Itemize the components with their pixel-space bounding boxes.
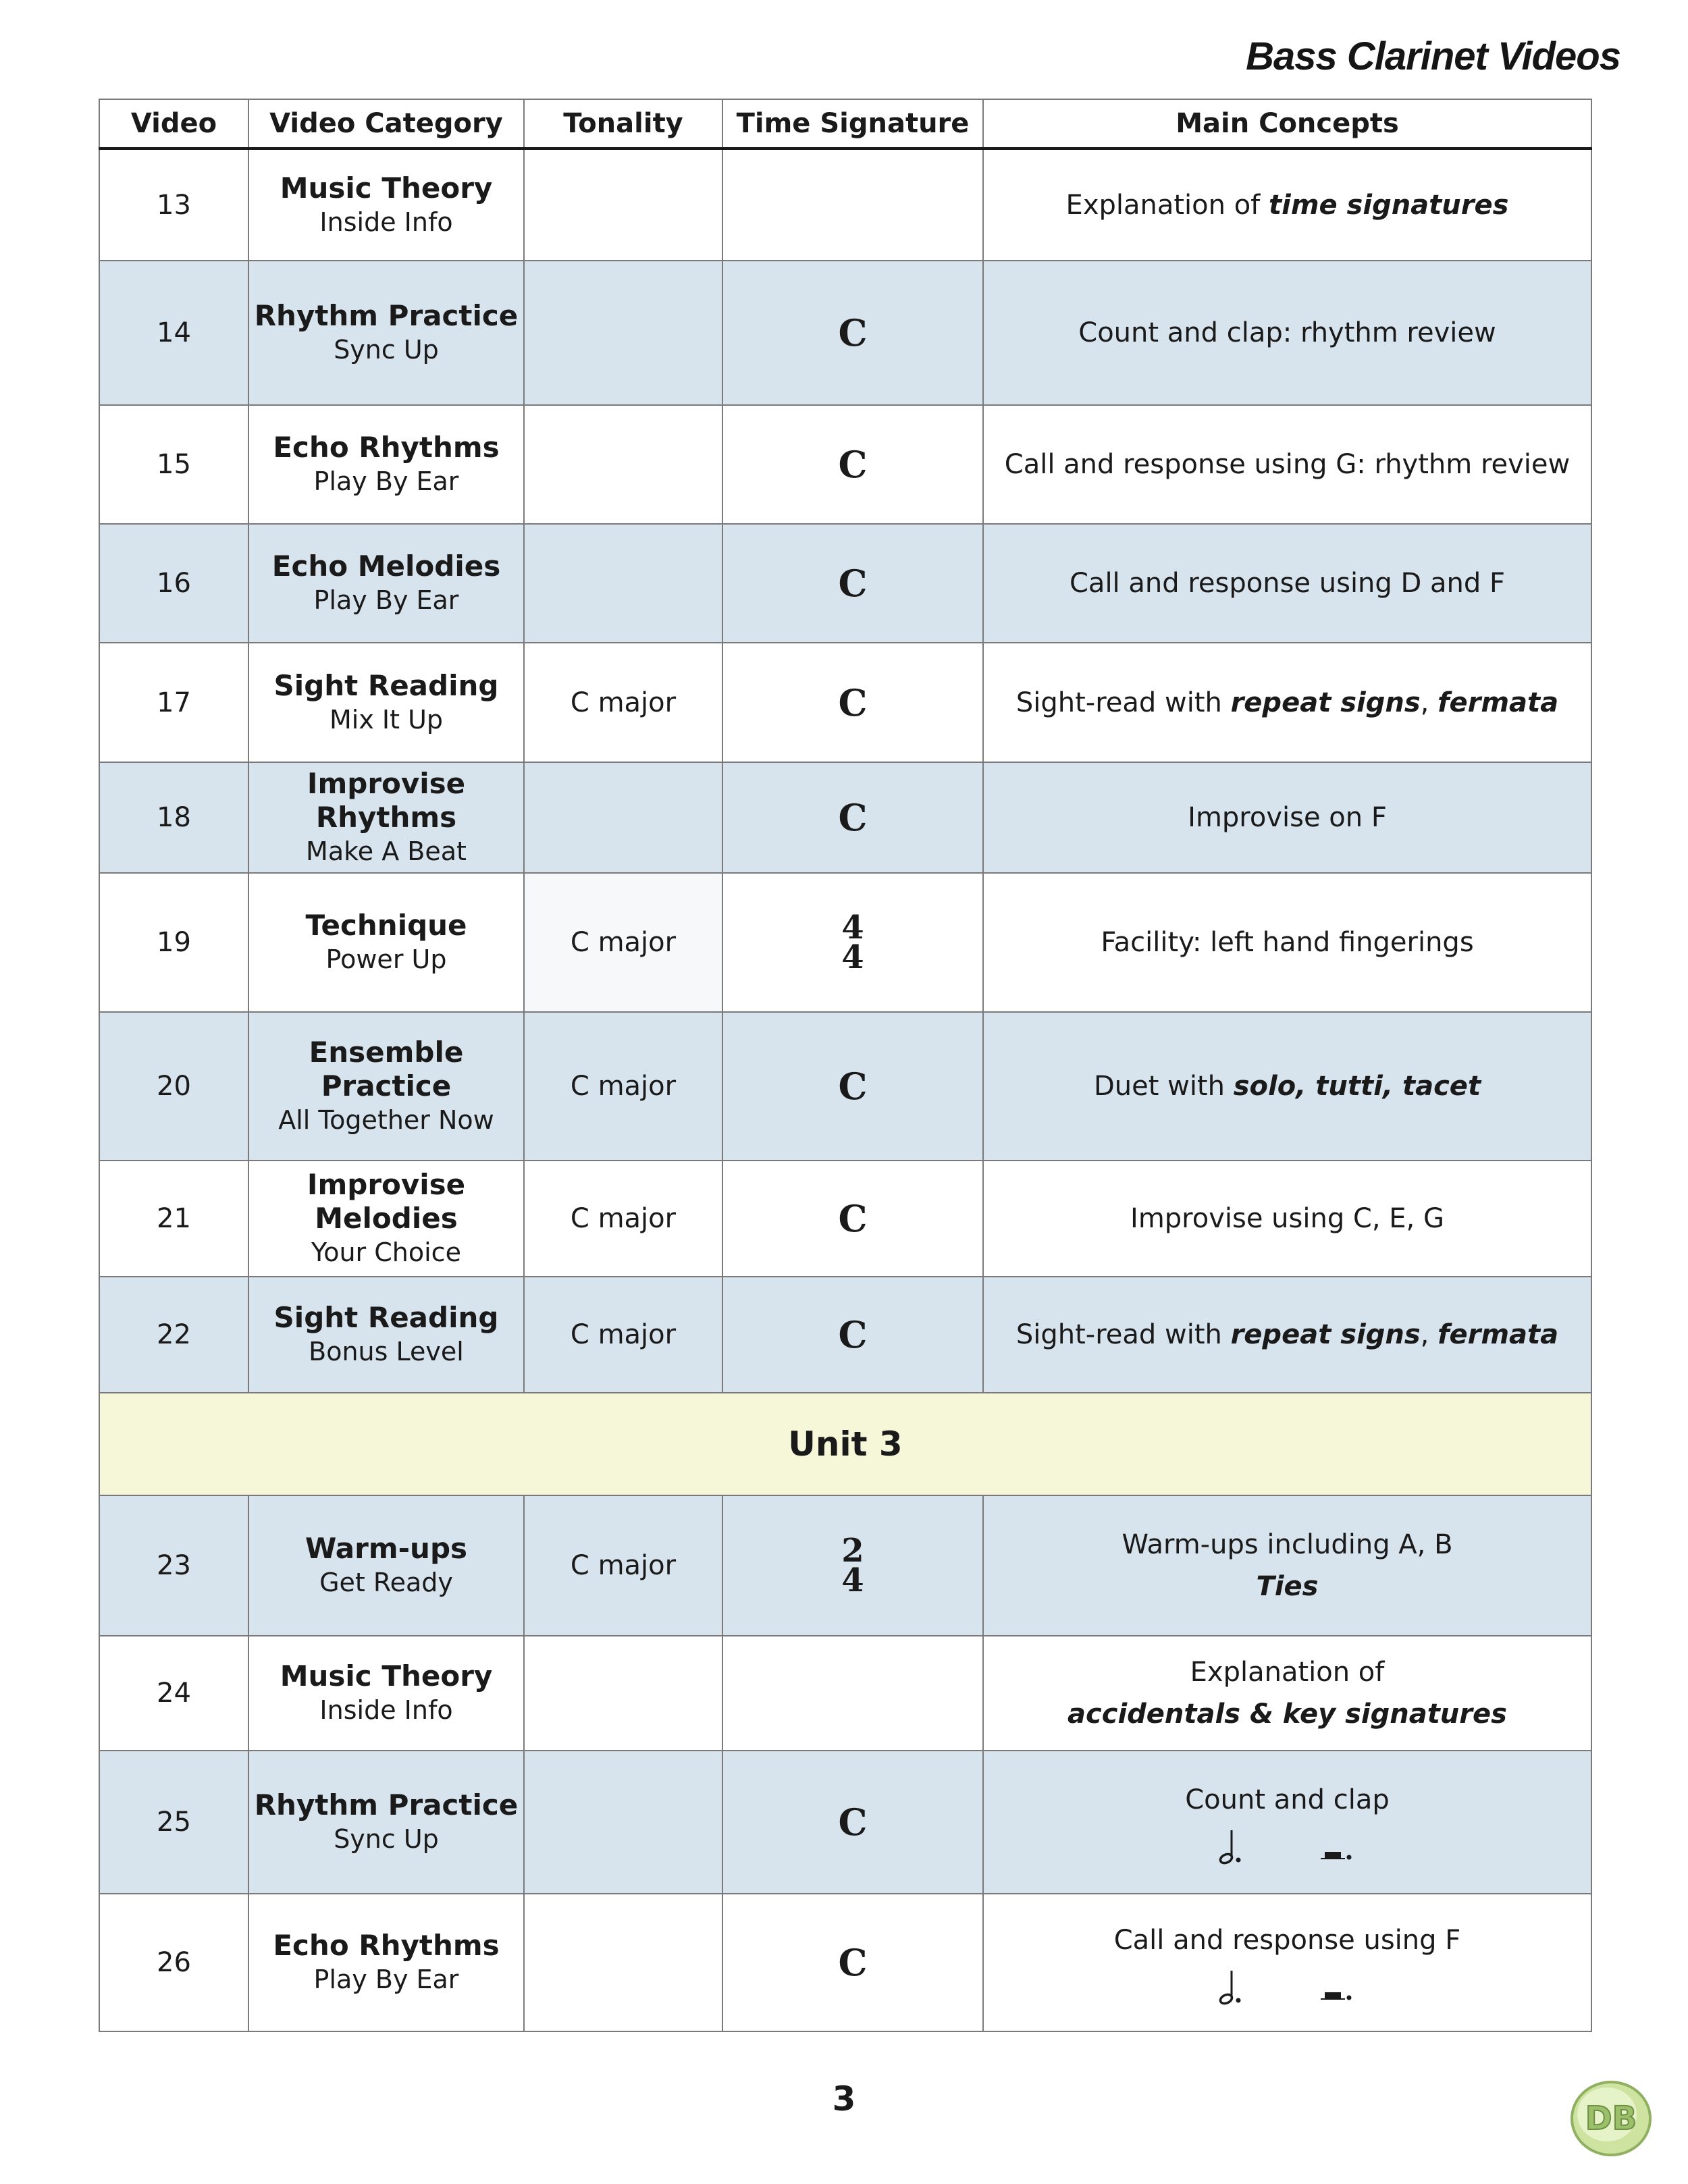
table-row: [99, 1495, 1591, 1636]
common-time-symbol: C: [838, 443, 868, 486]
video-category: [248, 873, 524, 1012]
tonality-cell: [524, 1751, 722, 1894]
category-name: Technique: [305, 909, 467, 942]
table-row: [99, 643, 1591, 762]
video-category: [248, 762, 524, 873]
concept-emphasis: fermata: [1438, 1319, 1559, 1350]
concept-text: Call and response using F: [1113, 1925, 1461, 1956]
concept-text: Explanation of: [1190, 1657, 1385, 1688]
category-name: Echo Rhythms: [273, 1929, 500, 1962]
category-subtitle: Sync Up: [334, 1824, 439, 1854]
category-subtitle: Get Ready: [319, 1568, 453, 1597]
main-concepts: [983, 1012, 1591, 1161]
video-category: [248, 405, 524, 524]
table-row: [99, 1636, 1591, 1751]
video-category: [248, 1751, 524, 1894]
video-number: 20: [99, 1012, 248, 1161]
dotted-half-rest-icon: [1318, 1968, 1359, 2006]
rhythm-notation: [988, 1828, 1587, 1865]
video-number: 24: [99, 1636, 248, 1751]
video-number: 22: [99, 1277, 248, 1393]
table-row: [99, 524, 1591, 643]
header-time-signature: Time Signature: [722, 99, 983, 149]
concept-separator: ,: [1420, 687, 1438, 718]
video-category: [248, 1495, 524, 1636]
unit-label: Unit 3: [99, 1393, 1591, 1495]
video-number: 23: [99, 1495, 248, 1636]
common-time-symbol: C: [838, 1801, 868, 1844]
rhythm-notation: [988, 1968, 1587, 2006]
category-name: Improvise Rhythms: [307, 767, 466, 834]
common-time-symbol: C: [838, 1941, 868, 1984]
category-subtitle: All Together Now: [278, 1105, 494, 1135]
concept-text: Warm-ups including A, B: [1122, 1529, 1453, 1560]
table-header-row: [99, 99, 1591, 149]
time-signature-top: 4: [841, 909, 864, 947]
dotted-half-rest-icon: [1318, 1828, 1359, 1865]
tonality-cell: C major: [524, 1277, 722, 1393]
main-concepts: Improvise on F: [983, 762, 1591, 873]
concept-separator: ,: [1382, 1071, 1402, 1102]
page-number: 3: [832, 2079, 856, 2119]
header-main-concepts: Main Concepts: [983, 99, 1591, 149]
tonality-cell: [524, 261, 722, 405]
video-number: 25: [99, 1751, 248, 1894]
concept-emphasis: repeat signs: [1230, 687, 1421, 718]
video-number: 19: [99, 873, 248, 1012]
category-subtitle: Inside Info: [319, 207, 453, 237]
time-signature-cell: [722, 1894, 983, 2031]
time-signature-cell: [722, 1636, 983, 1751]
category-subtitle: Mix It Up: [329, 704, 444, 735]
time-signature-cell: [722, 1161, 983, 1277]
table-row: [99, 1894, 1591, 2031]
concept-emphasis: time signatures: [1268, 189, 1509, 221]
concept-text: Count and clap: [1185, 1784, 1390, 1815]
table-row: [99, 1161, 1591, 1277]
time-signature-cell: [722, 1495, 983, 1636]
tonality-cell: [524, 149, 722, 261]
main-concepts: [983, 1495, 1591, 1636]
concept-emphasis: fermata: [1438, 687, 1559, 718]
category-name: Sight Reading: [273, 668, 499, 702]
time-signature-cell: [722, 762, 983, 873]
video-category: [248, 261, 524, 405]
time-signature-cell: [722, 1277, 983, 1393]
time-signature-cell: [722, 405, 983, 524]
video-number: 17: [99, 643, 248, 762]
time-signature-bottom: 4: [841, 1562, 864, 1599]
table-row: [99, 1277, 1591, 1393]
main-concepts: Facility: left hand fingerings: [983, 873, 1591, 1012]
category-name: Ensemble Practice: [309, 1036, 464, 1102]
main-concepts: [983, 149, 1591, 261]
table-row: [99, 149, 1591, 261]
tonality-cell: [524, 1894, 722, 2031]
category-subtitle: Play By Ear: [313, 1965, 459, 1994]
concept-emphasis: repeat signs: [1230, 1319, 1421, 1350]
tonality-cell: [524, 762, 722, 873]
main-concepts: [983, 1277, 1591, 1393]
video-category: [248, 1012, 524, 1161]
dotted-half-note-icon: [1217, 1828, 1257, 1865]
table-row: [99, 873, 1591, 1012]
unit-divider-row: [99, 1393, 1591, 1495]
video-number: 15: [99, 405, 248, 524]
concept-text: Sight-read with: [1016, 687, 1231, 718]
tonality-cell: C major: [524, 1495, 722, 1636]
time-signature-cell: [722, 524, 983, 643]
category-name: Rhythm Practice: [254, 1788, 519, 1821]
time-signature-bottom: 4: [841, 938, 864, 976]
tonality-cell: [524, 1636, 722, 1751]
video-number: 13: [99, 149, 248, 261]
main-concepts: Count and clap: rhythm review: [983, 261, 1591, 405]
video-category: [248, 1894, 524, 2031]
tonality-cell: C major: [524, 1161, 722, 1277]
header-video: Video: [99, 99, 248, 149]
video-category: [248, 149, 524, 261]
logo-text: DB: [1585, 2100, 1637, 2137]
main-concepts: [983, 1636, 1591, 1751]
category-name: Music Theory: [280, 1659, 493, 1693]
category-subtitle: Make A Beat: [306, 836, 467, 866]
category-subtitle: Inside Info: [319, 1695, 453, 1725]
concept-emphasis: Ties: [1256, 1571, 1319, 1602]
concept-text: Duet with: [1093, 1071, 1234, 1102]
dotted-half-note-icon: [1217, 1968, 1257, 2006]
table-row: [99, 405, 1591, 524]
common-time-symbol: C: [838, 1313, 868, 1356]
table-row: [99, 1012, 1591, 1161]
common-time-symbol: C: [838, 562, 868, 605]
concept-emphasis: solo: [1233, 1071, 1296, 1102]
category-subtitle: Sync Up: [334, 335, 439, 365]
concept-emphasis: tutti: [1315, 1071, 1383, 1102]
concept-emphasis: tacet: [1402, 1071, 1481, 1102]
time-signature-cell: [722, 149, 983, 261]
category-subtitle: Play By Ear: [313, 585, 459, 615]
time-signature-cell: [722, 643, 983, 762]
main-concepts: [983, 1894, 1591, 2031]
category-subtitle: Bonus Level: [309, 1337, 464, 1366]
time-signature-cell: [722, 1751, 983, 1894]
main-concepts: [983, 643, 1591, 762]
common-time-symbol: C: [838, 796, 868, 839]
common-time-symbol: C: [838, 1065, 868, 1108]
category-name: Echo Rhythms: [273, 431, 500, 464]
category-name: Echo Melodies: [271, 550, 501, 583]
category-name: Rhythm Practice: [254, 299, 519, 332]
video-number: 26: [99, 1894, 248, 2031]
tonality-cell: [524, 524, 722, 643]
common-time-symbol: C: [838, 311, 868, 354]
category-name: Improvise Melodies: [307, 1168, 466, 1235]
header-video-category: Video Category: [248, 99, 524, 149]
db-logo-icon: [1568, 2073, 1656, 2160]
video-category: [248, 1636, 524, 1751]
tonality-cell: C major: [524, 873, 722, 1012]
category-subtitle: Play By Ear: [313, 467, 459, 496]
time-signature-cell: [722, 873, 983, 1012]
concept-separator: ,: [1296, 1071, 1316, 1102]
category-name: Music Theory: [280, 171, 493, 205]
concept-text: Sight-read with: [1016, 1319, 1231, 1350]
category-name: Sight Reading: [273, 1301, 499, 1334]
video-category: [248, 1161, 524, 1277]
main-concepts: Call and response using D and F: [983, 524, 1591, 643]
tonality-cell: C major: [524, 1012, 722, 1161]
page-title: Bass Clarinet Videos: [1246, 34, 1620, 78]
tonality-cell: [524, 405, 722, 524]
video-number: 14: [99, 261, 248, 405]
video-number: 21: [99, 1161, 248, 1277]
time-signature-cell: [722, 1012, 983, 1161]
category-name: Warm-ups: [305, 1532, 468, 1565]
common-time-symbol: C: [838, 1197, 868, 1240]
time-signature-top: 2: [841, 1532, 864, 1570]
concept-text: Explanation of: [1065, 189, 1269, 221]
video-category: [248, 524, 524, 643]
video-number: 18: [99, 762, 248, 873]
time-signature-fraction: [841, 1532, 864, 1599]
table-row: [99, 1751, 1591, 1894]
main-concepts: Call and response using G: rhythm review: [983, 405, 1591, 524]
concept-emphasis: accidentals & key signatures: [1067, 1699, 1507, 1730]
concept-separator: ,: [1420, 1319, 1438, 1350]
category-subtitle: Power Up: [325, 944, 447, 974]
common-time-symbol: C: [838, 681, 868, 724]
video-category: [248, 1277, 524, 1393]
main-concepts: [983, 1751, 1591, 1894]
table-row: [99, 261, 1591, 405]
video-number: 16: [99, 524, 248, 643]
table-row: [99, 762, 1591, 873]
video-category: [248, 643, 524, 762]
category-subtitle: Your Choice: [311, 1237, 461, 1267]
main-concepts: Improvise using C, E, G: [983, 1161, 1591, 1277]
time-signature-fraction: [841, 909, 864, 976]
time-signature-cell: [722, 261, 983, 405]
tonality-cell: C major: [524, 643, 722, 762]
videos-table: [99, 99, 1592, 2032]
header-tonality: Tonality: [524, 99, 722, 149]
